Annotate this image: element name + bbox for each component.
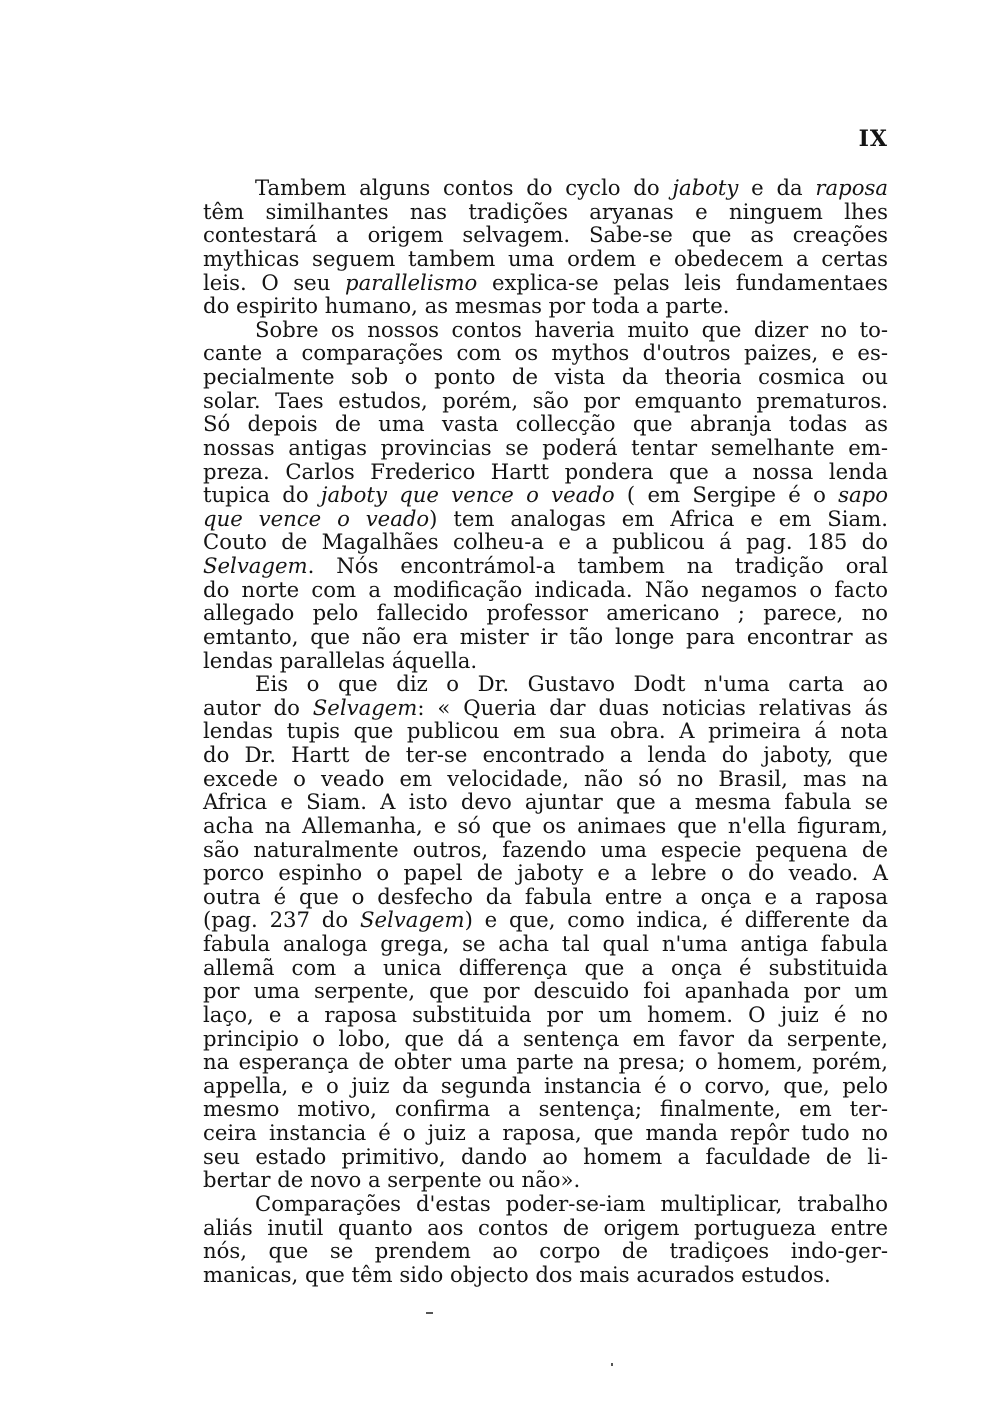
text-line: preza. Carlos Frederico Hartt pondera que a nossa lenda <box>203 458 888 484</box>
text-line: são naturalmente outros, fazendo uma especie pequena de <box>203 836 888 862</box>
text-line: allegado pelo fallecido professor americano ; parece, no <box>203 600 888 626</box>
ink-speck <box>611 1363 613 1366</box>
text-line: solar. Taes estudos, porém, são por emquanto prematuros. <box>203 387 888 413</box>
text-line: tupica do jaboty que vence o veado ( em Sergipe é o sapo <box>203 482 888 508</box>
text-line: fabula analoga grega, se acha tal qual n'uma antiga fabula <box>203 931 888 956</box>
text-line: por uma serpente, que por descuido foi apanhada por um <box>203 978 888 1004</box>
text-line: do espirito humano, as mesmas por toda a parte. <box>203 293 730 319</box>
text-line: nós, que se prendem ao corpo de tradiçoes indo-ger- <box>203 1238 888 1264</box>
text-line: contestará a origem selvagem. Sabe-se que as creações <box>203 222 888 248</box>
text-line: appella, e o juiz da segunda instancia é o corvo, que, pelo <box>203 1072 888 1098</box>
text-line: (pag. 237 do Selvagem) e que, como indica, é differente da <box>203 907 888 933</box>
text-line: outra é que o desfecho da fabula entre a onça e a raposa <box>203 883 888 909</box>
text-line: acha na Allemanha, e só que os animaes que n'ella figuram, <box>203 812 888 838</box>
text-line: allemã com a unica differença que a onça é substituida <box>203 954 888 980</box>
text-line: cante a comparações com os mythos d'outros paizes, e es- <box>203 340 888 366</box>
text-line: do Dr. Hartt de ter-se encontrado a lenda do jaboty, que <box>203 742 888 767</box>
text-line: aliás inutil quanto aos contos de origem portugueza entre <box>203 1214 888 1240</box>
text-line: nossas antigas provincias se poderá tentar semelhante em- <box>203 434 888 460</box>
text-line: ceira instancia é o juiz a raposa, que manda repôr tudo no <box>203 1120 888 1145</box>
text-line: Selvagem. Nós encontrámol-a tambem na tradição oral <box>203 553 888 578</box>
text-line: lendas tupis que publicou em sua obra. A primeira á nota <box>203 718 888 744</box>
text-line: Eis o que diz o Dr. Gustavo Dodt n'uma carta ao <box>255 671 888 697</box>
text-line: Comparações d'estas poder-se-iam multiplicar, trabalho <box>255 1190 888 1216</box>
text-line: pecialmente sob o ponto de vista da theoria cosmica ou <box>203 364 888 389</box>
text-line: autor do Selvagem: « Queria dar duas noticias relativas ás <box>203 694 888 720</box>
text-line: Africa e Siam. A isto devo ajuntar que a mesma fabula se <box>203 789 888 815</box>
text-line: Tambem alguns contos do cyclo do jaboty e da raposa <box>255 175 888 200</box>
text-line: manicas, que têm sido objecto dos mais acurados estudos. <box>203 1261 831 1287</box>
text-line: lendas parallelas áquella. <box>203 647 478 673</box>
text-line: mesmo motivo, confirma a sentença; finalmente, em ter- <box>203 1096 888 1122</box>
text-line: seu estado primitivo, dando ao homem a faculdade de li- <box>203 1143 888 1169</box>
text-line: porco espinho o papel de jaboty e a lebre o do veado. A <box>203 860 888 886</box>
body-text <box>203 176 888 1286</box>
text-line: leis. O seu parallelismo explica-se pelas leis fundamentaes <box>203 269 888 295</box>
text-line: têm similhantes nas tradições aryanas e ninguem lhes <box>203 198 888 224</box>
text-line: emtanto, que não era mister ir tão longe para encontrar as <box>203 623 888 649</box>
text-line: do norte com a modificação indicada. Não negamos o facto <box>203 576 888 602</box>
text-line: principio o lobo, que dá a sentença em favor da serpente, <box>203 1025 888 1051</box>
text-line: Couto de Magalhães colheu-a e a publicou á pag. 185 do <box>203 529 888 555</box>
text-line: que vence o veado) tem analogas em Africa e em Siam. <box>203 505 888 531</box>
text-line: laço, e a raposa substituida por um homem. O juiz é no <box>203 1001 888 1027</box>
text-line: excede o veado em velocidade, não só no Brasil, mas na <box>203 765 888 791</box>
text-line: na esperança de obter uma parte na presa; o homem, porém, <box>203 1049 888 1075</box>
text-line: Só depois de uma vasta collecção que abranja todas as <box>203 411 888 437</box>
ink-speck <box>426 1312 433 1314</box>
text-line: Sobre os nossos contos haveria muito que dizer no to- <box>255 316 888 342</box>
text-line: bertar de novo a serpente ou não». <box>203 1167 581 1193</box>
page-number: IX <box>858 126 888 152</box>
text-line: mythicas seguem tambem uma ordem e obedecem a certas <box>203 245 888 271</box>
